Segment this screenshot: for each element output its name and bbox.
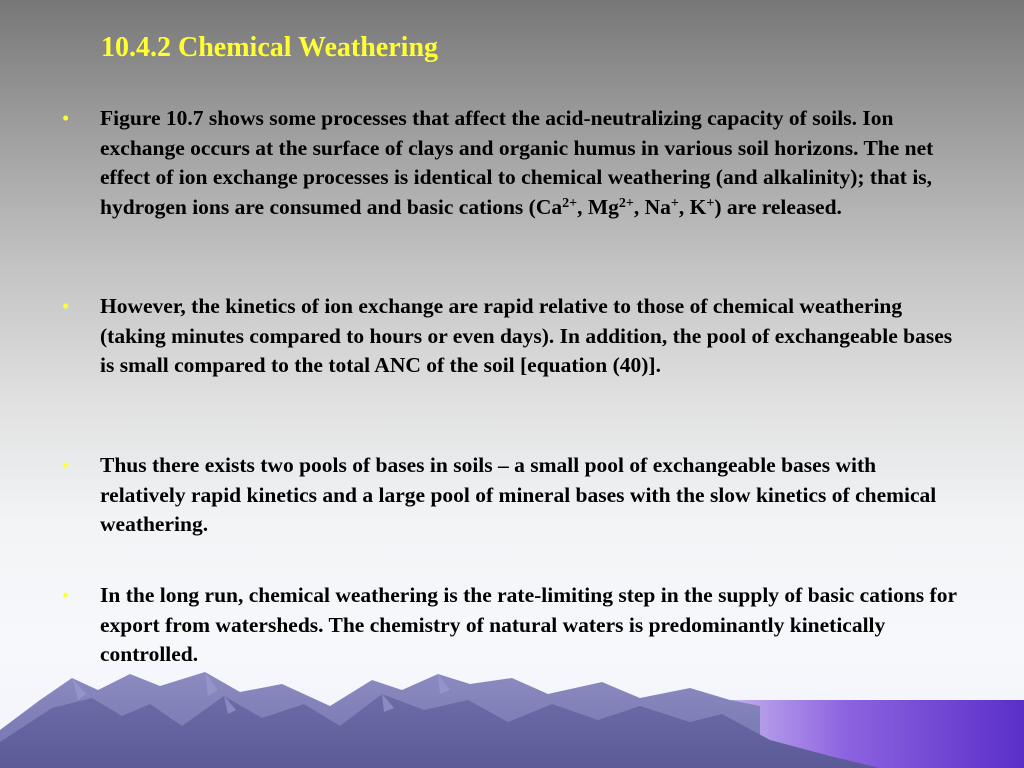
mg-charge: 2+	[618, 195, 634, 211]
bullet-item-4	[62, 581, 965, 670]
bullet-dot-icon: •	[62, 106, 70, 130]
bullet-1-text-end: ) are released.	[714, 194, 842, 219]
bullet-text-1	[100, 104, 965, 222]
bullet-1-text-start: Figure 10.7 shows some processes that affect the acid-neutralizing capacity of soils. Ion exchange occurs at the surface of clays and organic humus in various soil horizons. The net effect of ion exchange processes is identical to chemical weathering (and alkalinity); that is, hydrogen ions are consumed and basic cations (Ca	[100, 106, 934, 219]
k-label: , K	[678, 194, 707, 219]
k-charge: +	[706, 195, 715, 211]
bullet-dot-icon: •	[62, 294, 70, 318]
mountain-range-decoration	[0, 660, 1024, 768]
mg-label: , Mg	[577, 194, 619, 219]
na-charge: +	[670, 195, 679, 211]
bullet-item-2	[62, 292, 965, 381]
bullet-dot-icon: •	[62, 583, 70, 607]
bullet-text-3: Thus there exists two pools of bases in soils – a small pool of exchangeable bases with relatively rapid kinetics and a large pool of mineral bases with the slow kinetics of chemical weathering.	[100, 453, 937, 536]
na-label: , Na	[633, 194, 671, 219]
bullet-dot-icon: •	[62, 453, 70, 477]
bullet-text-4: In the long run, chemical weathering is the rate-limiting step in the supply of basic cations for export from watersheds. The chemistry of natural waters is predominantly kinetically controlled.	[100, 583, 957, 666]
slide-title: 10.4.2 Chemical Weathering	[101, 32, 439, 63]
bullet-text-2: However, the kinetics of ion exchange are rapid relative to those of chemical weathering (taking minutes compared to hours or even days). In addition, the pool of exchangeable bases is small compared to the total ANC of the soil [equation (40)].	[100, 294, 953, 377]
bullet-item-1	[62, 104, 965, 222]
ca-charge: 2+	[562, 195, 578, 211]
bullet-item-3	[62, 451, 965, 540]
